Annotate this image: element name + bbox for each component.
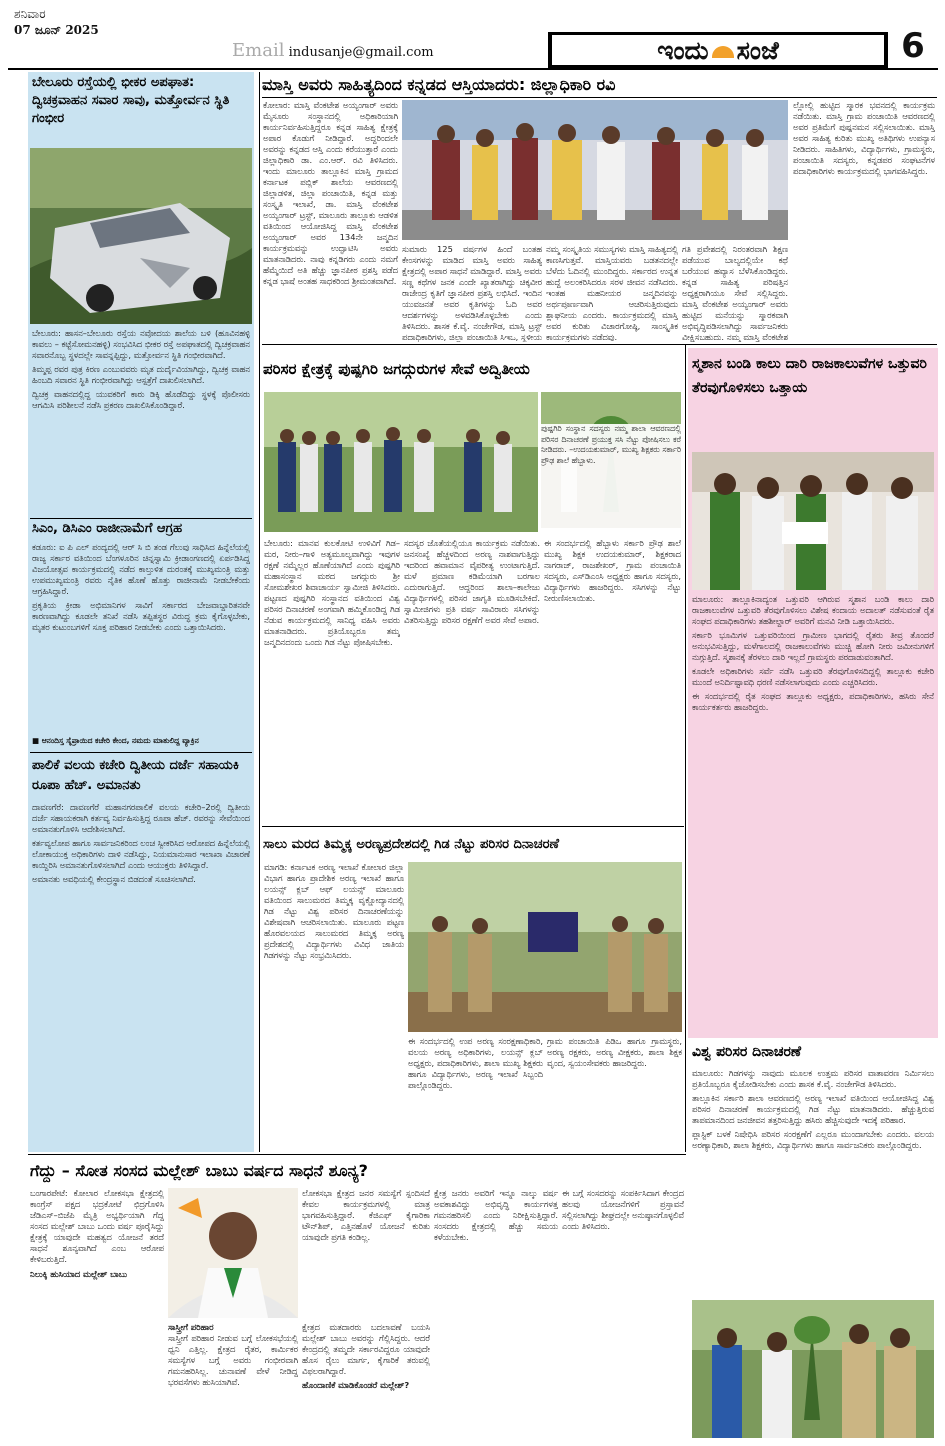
email-label: Email xyxy=(232,40,285,61)
t3-column-3: ಗ್ರಾಮ ಪಂಚಾಯಿತಿ ಪಿಡಿಒ ಹಾಗೂ ಗ್ರಾಮಸ್ಥರು, ಅರಣ್ಯ ರಕ್ಷಕರು, ಅರಣ್ಯ ವೀಕ್ಷಕರು, ಶಾಲಾ ಶಿಕ್ಷಕ ವೃಂದ, ಸ್ವಯಂಸೇವಕರು ಹಾಜರಿದ್ದರು. xyxy=(547,1036,682,1068)
r2-paragraph: ಮಾಲೂರು: ಗಿಡಗಳನ್ನು ನಾವುದು ಮೂಲಕ ಉತ್ತಮ ಪರಿಸರ ವಾತಾವರಣ ನಿರ್ಮಿಸಲು ಪ್ರತಿಯೊಬ್ಬರೂ ಕೈಜೋಡಿಸಬೇಕು ಎಂದು ಶಾಸಕ ಕೆ.ವೈ. ನಂಜೇಗೌಡ ತಿಳಿಸಿದರು. xyxy=(692,1068,934,1089)
t3-column-1: ಮಾಗಡಿ: ಕರ್ನಾಟಕ ಅರಣ್ಯ ಇಲಾಖೆ ಕೋಲಾರ ಜಿಲ್ಲಾ ವಿಭಾಗ ಹಾಗೂ ಪ್ರಾದೇಶಿಕ ಅರಣ್ಯ ಇಲಾಖೆ ಹಾಗೂ ಲಯನ್ಸ್ ಕ್ಲಬ್ ಆಫ್ ಲಯನ್ಸ್ ಮಾಲೂರು ವತಿಯಿಂದ ಸಾಲುಮರದ ತಿಮ್ಮಕ್ಕ ವೃಕ್ಷೋದ್ಯಾನದಲ್ಲಿ ಗಿಡ ನೆಟ್ಟು ವಿಶ್ವ ಪರಿಸರ ದಿನಾಚರಣೆಯನ್ನು ವಿಶೇಷವಾಗಿ ಆಚರಿಸಲಾಯಿತು. ಮಾಲೂರು ಪಟ್ಟಣ ಹೊರವಲಯದ ಸಾಲುಮರದ ತಿಮ್ಮಕ್ಕ ಅರಣ್ಯ ಪ್ರದೇಶದಲ್ಲಿ ವಿದ್ಯಾರ್ಥಿಗಳು ವಿವಿಧ ಜಾತಿಯ ಗಿಡಗಳನ್ನು ನೆಟ್ಟು ಸಂಭ್ರಮಿಸಿದರು. xyxy=(264,862,404,960)
b-subhead-2: ಹೊಂದಾಣಿಕೆ ಮಾಡಿಕೊಂಡರೆ ಮಲ್ಲೇಶ್? xyxy=(302,1380,410,1390)
r1-paragraph: ಈ ಸಂದರ್ಭದಲ್ಲಿ ರೈತ ಸಂಘದ ತಾಲ್ಲೂಕು ಅಧ್ಯಕ್ಷರು, ಪದಾಧಿಕಾರಿಗಳು, ಹಸಿರು ಸೇನೆ ಕಾರ್ಯಕರ್ತರು ಹಾಜರಿದ್ದರು. xyxy=(692,691,934,712)
t1-column-4-text: ಗತಿ ಪ್ರವೇಶದಲ್ಲಿ ನಿರಂತರವಾಗಿ ಶಿಕ್ಷಣ ಪಡೆಯುವ ಬಾಲ್ಯದಲ್ಲಿಯೇ ಕಥೆ ಬರೆಯುವ ಹವ್ಯಾಸ ಬೆಳೆಸಿಕೊಂಡಿದ್ದರು. ಕನ್ನಡ ಸಾಹಿತ್ಯ ಪರಿಷತ್ತಿನ ಅಧ್ಯಕ್ಷರಾಗಿಯೂ ಸೇವೆ ಸಲ್ಲಿಸಿದ್ದರು. ಮಾಸ್ತಿ ವೆಂಕಟೇಶ ಅಯ್ಯಂಗಾರ್ ಅವರು ಹುಟ್ಟಿದ ಮನೆಯನ್ನು ಸ್ಮಾರಕವಾಗಿ ಅಭಿವೃದ್ಧಿಪಡಿಸಲಾಗಿದ್ದು ಸಾರ್ವಜನಿಕರು ವೀಕ್ಷಿಸಬಹುದು. ನಮ್ಮ ಮಾಸ್ತಿ ವೆಂಕಟೇಶ xyxy=(682,244,788,342)
t1-column-1: ಕೋಲಾರ: ಮಾಸ್ತಿ ವೆಂಕಟೇಶ ಅಯ್ಯಂಗಾರ್ ಅವರು ಮೈಸೂರು ಸಂಸ್ಥಾನದಲ್ಲಿ ಅಧಿಕಾರಿಯಾಗಿ ಕಾರ್ಯನಿರ್ವಹಿಸುತ್ತಿದ್ದರೂ ಕನ್ನಡ ಸಾಹಿತ್ಯ ಕ್ಷೇತ್ರಕ್ಕೆ ಅಪಾರ ಕೊಡುಗೆ ನೀಡಿದ್ದಾರೆ. ಅದ್ದರಿಂದಲೇ ಅವರನ್ನು ಕನ್ನಡದ ಆಸ್ತಿ ಎಂದು ಕರೆಯುತ್ತಾರೆ ಎಂದು ಜಿಲ್ಲಾಧಿಕಾರಿ ಡಾ. ಎಂ.ಆರ್. ರವಿ ತಿಳಿಸಿದರು. ಇಂದು ಮಾಲೂರು ತಾಲ್ಲೂಕಿನ ಮಾಸ್ತಿ ಗ್ರಾಮದ ಕರ್ನಾಟಕ ಪಬ್ಲಿಕ್ ಶಾಲೆಯ ಆವರಣದಲ್ಲಿ ಜಿಲ್ಲಾಡಳಿತ, ಜಿಲ್ಲಾ ಪಂಚಾಯಿತಿ, ಕನ್ನಡ ಮತ್ತು ಸಂಸ್ಕೃತಿ ಇಲಾಖೆ, ಡಾ. ಮಾಸ್ತಿ ವೆಂಕಟೇಶ ಅಯ್ಯಂಗಾರ್ ಟ್ರಸ್ಟ್, ಮಾಲೂರು ತಾಲ್ಲೂಕು ಆಡಳಿತ ವತಿಯಿಂದ ಆಯೋಜಿಸಿದ್ದ ಮಾಸ್ತಿ ವೆಂಕಟೇಶ ಅಯ್ಯಂಗಾರ್ ಅವರ 134ನೇ ಜನ್ಮದಿನ ಕಾರ್ಯಕ್ರಮವನ್ನು ಉದ್ಘಾಟಿಸಿ ಅವರು ಮಾತನಾಡಿದರು. ನಾವು ಕನ್ನಡಿಗರು ಎಂದು ನಮಗೆ ಹೆಮ್ಮೆಯಿದೆ ಅತಿ ಹೆಚ್ಚು ಜ್ಞಾನಪೀಠ ಪ್ರಶಸ್ತಿ ಪಡೆದ ಕನ್ನಡ ಭಾಷೆ ಅಂತಹ ಸಾಧಕರಿಂದ ಶ್ರೀಮಂತವಾಗಿದೆ. xyxy=(263,100,398,286)
b-column-4: ಲೋಕಸಭಾ ಕ್ಷೇತ್ರದ ಜನರ ಸಮಸ್ಯೆಗೆ ಸ್ಪಂದಿಸದೆ ಕೇವಲ ಕಾರ್ಯಕ್ರಮಗಳಲ್ಲಿ ಮಾತ್ರ ಭಾಗವಹಿಸುತ್ತಿದ್ದಾರೆ. ಕೆಜಿಎಫ್ ಕೈಗಾರಿಕಾ ಟೌನ್‌ಶಿಪ್, ಎತ್ತಿನಹೊಳೆ ಯೋಜನೆ ಕುರಿತು ಯಾವುದೇ ಪ್ರಗತಿ ಕಂಡಿಲ್ಲ. xyxy=(302,1188,430,1242)
newspaper-logo xyxy=(548,32,888,68)
b-headline: ಗೆದ್ದು – ಸೋತ ಸಂಸದ ಮಲ್ಲೇಶ್ ಬಾಬು ವರ್ಷದ ಸಾಧನೆ ಶೂನ್ಯ? xyxy=(30,1161,368,1180)
a1-headline: ಬೇಲೂರು ರಸ್ತೆಯಲ್ಲಿ ಭೀಕರ ಅಪಘಾತ: ದ್ವಿಚಕ್ರವಾಹನ ಸವಾರ ಸಾವು, ಮತ್ತೋರ್ವನ ಸ್ಥಿತಿ ಗಂಭೀರ xyxy=(32,75,230,126)
a2-paragraph: ಪ್ರಕೃತಿಯ ಕ್ರೀಡಾ ಅಭಿಮಾನಿಗಳ ಸಾವಿಗೆ ಸರ್ಕಾರದ ಬೇಜವಾಬ್ದಾರಿತನವೇ ಕಾರಣವಾಗಿದ್ದು ಕೂಡಲೇ ತನಿಖೆ ನಡೆಸಿ ತಪ್ಪಿತಸ್ಥರ ವಿರುದ್ಧ ಕ್ರಮ ಕೈಗೊಳ್ಳಬೇಕು, ಮೃತರ ಕುಟುಂಬಗಳಿಗೆ ಸೂಕ್ತ ಪರಿಹಾರ ನೀಡಬೇಕು ಎಂದು ಒತ್ತಾಯಿಸಿದರು. xyxy=(32,600,250,632)
r1-paragraph: ಮಾಲೂರು: ತಾಲ್ಲೂಕಿನಾದ್ಯಂತ ಒತ್ತುವರಿ ಆಗಿರುವ ಸ್ಮಶಾನ ಬಂಡಿ ಕಾಲು ದಾರಿ ರಾಜಕಾಲುವೆಗಳ ಒತ್ತುವರಿ ತೆರವುಗೊಳಿಸಲು ವಿಶೇಷ ಕಂದಾಯ ಅದಾಲತ್ ನಡೆಸುವಂತೆ ರೈತ ಸಂಘದ ಪದಾಧಿಕಾರಿಗಳು ತಹಶೀಲ್ದಾರ್ ಅವರಿಗೆ ಮನವಿ ನೀಡಿ ಒತ್ತಾಯಿಸಿದರು. xyxy=(692,594,934,626)
r2-headline: ವಿಶ್ವ ಪರಿಸರ ದಿನಾಚರಣೆ xyxy=(692,1044,802,1060)
memorandum-photo xyxy=(692,452,934,590)
t1-headline: ಮಾಸ್ತಿ ಅವರು ಸಾಹಿತ್ಯದಿಂದ ಕನ್ನಡದ ಆಸ್ತಿಯಾದರು: ಜಿಲ್ಲಾಧಿಕಾರಿ ರವಿ xyxy=(262,72,937,98)
masthead-date xyxy=(14,6,214,38)
r1-body xyxy=(692,594,934,1034)
divider xyxy=(30,518,252,519)
masthead-rule xyxy=(8,68,938,70)
b-column-3 xyxy=(302,1322,430,1440)
email-address: indusanje@gmail.com xyxy=(288,45,434,60)
divider xyxy=(28,1154,686,1155)
r1-paragraph: ಕೂಡಲೇ ಅಧಿಕಾರಿಗಳು ಸರ್ವೆ ನಡೆಸಿ ಒತ್ತುವರಿ ತೆರವುಗೊಳಿಸದಿದ್ದಲ್ಲಿ ತಾಲ್ಲೂಕು ಕಚೇರಿ ಮುಂದೆ ಅನಿರ್ದಿಷ್ಟಾವಧಿ ಧರಣಿ ನಡೆಸಲಾಗುವುದು ಎಂದು ಎಚ್ಚರಿಸಿದರು. xyxy=(692,666,934,687)
a1-paragraph: ಬೇಲೂರು: ಹಾಸನ–ಬೇಲೂರು ರಸ್ತೆಯ ನವೋದಯ ಶಾಲೆಯ ಬಳಿ (ಹೂವಿನಹಳ್ಳಿ ಕಾವಲು – ಕಟ್ಟೆಸೋಮನಹಳ್ಳಿ) ಸಂಭವಿಸಿದ ಭೀಕರ ರಸ್ತೆ ಅಪಘಾತದಲ್ಲಿ ದ್ವಿಚಕ್ರವಾಹನ ಸವಾರನೊಬ್ಬ ಸ್ಥಳದಲ್ಲೇ ಸಾವನ್ನಪ್ಪಿದ್ದು, ಮತ್ತೋರ್ವನ ಸ್ಥಿತಿ ಗಂಭೀರವಾಗಿದೆ. xyxy=(32,328,250,360)
a3-headline: ಪಾಲಿಕೆ ವಲಯ ಕಚೇರಿ ದ್ವಿತೀಯ ದರ್ಜೆ ಸಹಾಯಕಿ ರೂಪಾ ಹೆಚ್. ಅಮಾನತು xyxy=(32,758,239,793)
tree-planting-photo xyxy=(408,862,682,1032)
masthead-email xyxy=(232,40,434,61)
a2-footer xyxy=(32,735,250,747)
logo-right-text: ಸಂಜೆ xyxy=(736,36,779,65)
divider xyxy=(262,344,937,345)
b-column-1-text: ಬಂಗಾರಪೇಟೆ: ಕೋಲಾರ ಲೋಕಸಭಾ ಕ್ಷೇತ್ರದಲ್ಲಿ ಕಾಂಗ್ರೆಸ್ ಪಕ್ಷದ ಭದ್ರಕೋಟೆ ಛಿದ್ರಗೊಳಿಸಿ ಜೆಡಿಎಸ್–ಬಿಜೆಪಿ ಮೈತ್ರಿ ಅಭ್ಯರ್ಥಿಯಾಗಿ ಗೆದ್ದ ಸಂಸದ ಮಲ್ಲೇಶ್ ಬಾಬು ಒಂದು ವರ್ಷ ಪೂರೈಸಿದ್ದು ಕ್ಷೇತ್ರಕ್ಕೆ ಯಾವುದೇ ಮಹತ್ವದ ಯೋಜನೆ ತರದೆ ಸಾಧನೆ ಶೂನ್ಯವಾಗಿದೆ ಎಂಬ ಆರೋಪ ಕೇಳಿಬರುತ್ತಿದೆ. xyxy=(30,1188,164,1264)
r1-headline: ಸ್ಮಶಾನ ಬಂಡಿ ಕಾಲು ದಾರಿ ರಾಜಕಾಲುವೆಗಳ ಒತ್ತುವರಿ ತೆರವುಗೊಳಿಸಲು ಒತ್ತಾಯ xyxy=(692,356,927,396)
b-column-2-text: ಸಾಸ್ತ್ರೀಗೆ ಪರಿಹಾರ ನೀಡುವ ಬಗ್ಗೆ ಲೋಕಸಭೆಯಲ್ಲಿ ಧ್ವನಿ ಎತ್ತಿಲ್ಲ. ಕ್ಷೇತ್ರದ ರೈತರ, ಕಾರ್ಮಿಕರ ಸಮಸ್ಯೆಗಳ ಬಗ್ಗೆ ಅವರು ಗಂಭೀರವಾಗಿ ಗಮನಹರಿಸಿಲ್ಲ. ಚುನಾವಣೆ ವೇಳೆ ನೀಡಿದ್ದ ಭರವಸೆಗಳು ಹುಸಿಯಾಗಿವೆ. xyxy=(168,1333,298,1387)
square-bullet-icon: ■ xyxy=(32,736,42,745)
t2-column-2: ಸದಸ್ಯರ ಜೊತೆಯಲ್ಲಿಯೂ ಕಾರ್ಯಕ್ರಮ ನಡೆಯಿತು. ಜನಸಂಖ್ಯೆ ಹೆಚ್ಚಳದಿಂದ ಅರಣ್ಯ ನಾಶವಾಗುತ್ತಿದ್ದು ಇದರಿಂದ ಹವಾಮಾನ ವೈಪರೀತ್ಯ ಉಂಟಾಗುತ್ತಿದೆ. ಮಳೆ ಪ್ರಮಾಣ ಕಡಿಮೆಯಾಗಿ ಬರಗಾಲ ಎದುರಾಗುತ್ತಿದೆ. ಆದ್ದರಿಂದ ಶಾಲಾ–ಕಾಲೇಜು ವಿದ್ಯಾರ್ಥಿಗಳಲ್ಲಿ ಪರಿಸರ ಜಾಗೃತಿ ಮೂಡಿಸಬೇಕಿದೆ. ಸ್ವಾಮೀಜಿಗಳು ಪ್ರತಿ ವರ್ಷ ಸಾವಿರಾರು ಸಸಿಗಳನ್ನು ವಿತರಿಸುತ್ತಿದ್ದು ಪರಿಸರ ರಕ್ಷಣೆಗೆ ಅವರ ಸೇವೆ ಅಪಾರ. xyxy=(404,538,540,625)
mp-portrait-photo xyxy=(168,1188,298,1318)
a1-paragraph: ದ್ವಿಚಕ್ರ ವಾಹನದಲ್ಲಿದ್ದ ಯುವಕರಿಗೆ ಕಾರು ಡಿಕ್ಕಿ ಹೊಡೆದಿದ್ದು ಸ್ಥಳಕ್ಕೆ ಪೊಲೀಸರು ಆಗಮಿಸಿ ಪರಿಶೀಲನೆ ನಡೆಸಿ ಪ್ರಕರಣ ದಾಖಲಿಸಿಕೊಂಡಿದ್ದಾರೆ. xyxy=(32,389,250,410)
r2-body xyxy=(692,1068,934,1296)
t1-column-5: ಲ್ಲೋಲ್ಲಿ ಹುಟ್ಟಿದ ಸ್ಮಾರಕ ಭವನದಲ್ಲಿ ಕಾರ್ಯಕ್ರಮ ನಡೆಯಿತು. ಮಾಸ್ತಿ ಗ್ರಾಮ ಪಂಚಾಯಿತಿ ಆವರಣದಲ್ಲಿ ಅವರ ಪ್ರತಿಮೆಗೆ ಪುಷ್ಪನಮನ ಸಲ್ಲಿಸಲಾಯಿತು. ಮಾಸ್ತಿ ಅವರ ಸಾಹಿತ್ಯ ಕುರಿತು ಮುಖ್ಯ ಅತಿಥಿಗಳು ಉಪನ್ಯಾಸ ನೀಡಿದರು. ಸಾಹಿತಿಗಳು, ವಿದ್ಯಾರ್ಥಿಗಳು, ಗ್ರಾಮಸ್ಥರು, ಪಂಚಾಯಿತಿ ಸದಸ್ಯರು, ಕನ್ನಡಪರ ಸಂಘಟನೆಗಳ ಪದಾಧಿಕಾರಿಗಳು ಕಾರ್ಯಕ್ರಮದಲ್ಲಿ ಭಾಗವಹಿಸಿದ್ದರು. xyxy=(793,100,935,176)
a3-paragraph: ದಾವಣಗೆರೆ: ದಾವಣಗೆರೆ ಮಹಾನಗರಪಾಲಿಕೆ ವಲಯ ಕಚೇರಿ–2ರಲ್ಲಿ ದ್ವಿತೀಯ ದರ್ಜೆ ಸಹಾಯಕರಾಗಿ ಕರ್ತವ್ಯ ನಿರ್ವಹಿಸುತ್ತಿದ್ದ ರೂಪಾ ಹೆಚ್. ರವರನ್ನು ಸೇವೆಯಿಂದ ಅಮಾನತುಗೊಳಿಸಿ ಆದೇಶಿಸಲಾಗಿದೆ. xyxy=(32,802,250,834)
b-column-1 xyxy=(30,1188,164,1440)
b-column-6: ಈ ಬಗ್ಗೆ ಸಂಸದರನ್ನು ಸಂಪರ್ಕಿಸಿದಾಗ ಕೇಂದ್ರದ ಹಲವು ಯೋಜನೆಗಳಿಗೆ ಪ್ರಸ್ತಾವನೆ ಸಲ್ಲಿಸಲಾಗಿದ್ದು ಶೀಘ್ರದಲ್ಲೇ ಅನುಷ್ಠಾನಗೊಳ್ಳಲಿವೆ ಎಂದು ತಿಳಿಸಿದರು. xyxy=(562,1188,684,1231)
t2-column-3: ಈ ಸಂದರ್ಭದಲ್ಲಿ ಹೆಬ್ಬಾಳು ಸರ್ಕಾರಿ ಪ್ರೌಢ ಶಾಲೆ ಮುಖ್ಯ ಶಿಕ್ಷಕ ಉದಯಕುಮಾರ್, ಶಿಕ್ಷಕರಾದ ನಾಗರಾಜ್, ರಾಜಶೇಖರ್, ಗ್ರಾಮ ಪಂಚಾಯಿತಿ ಸದಸ್ಯರು, ಎಸ್‌ಡಿಎಂಸಿ ಅಧ್ಯಕ್ಷರು ಹಾಗೂ ಸದಸ್ಯರು, ವಿದ್ಯಾರ್ಥಿಗಳು ಹಾಜರಿದ್ದರು. ಸಸಿಗಳನ್ನು ನೆಟ್ಟು ನೀರುಣಿಸಲಾಯಿತು. xyxy=(544,538,681,603)
b-subhead-1: ನಿಲುಕ್ಕಿ ಹುಸಿಯಾದ ಮಲ್ಲೇಶ್ ಬಾಬು xyxy=(30,1269,127,1279)
t1-column-3: ನಮ್ಮ ಸಂಸ್ಕೃತಿಯ ಸಮುಸ್ಯಗಳು ಮಾಸ್ತಿ ಸಾಹಿತ್ಯದಲ್ಲಿ ಕಾಣಸಿಗುತ್ತವೆ. ಮಾಸ್ತಿಯವರು ಬಡತನದಲ್ಲೇ ಬೆಳೆದು ಓದಿನಲ್ಲಿ ಮುಂದಿದ್ದರು. ಸರ್ಕಾರದ ಉನ್ನತ ಹುದ್ದೆ ಅಲಂಕರಿಸಿದರೂ ಸರಳ ಜೀವನ ನಡೆಸಿದರು. ಇಂತಹ ಮಹನೀಯರ ಜನ್ಮದಿನವನ್ನು ಅರ್ಥಪೂರ್ಣವಾಗಿ ಆಚರಿಸುತ್ತಿರುವುದು ಶ್ಲಾಘನೀಯ ಎಂದರು. ಕಾರ್ಯಕ್ರಮದಲ್ಲಿ ಮಾಸ್ತಿ ಅವರ ಕುರಿತು ವಿಚಾರಗೋಷ್ಠಿ, ಸಾಂಸ್ಕೃತಿಕ ಕಾರ್ಯಕ್ರಮಗಳು ನಡೆದವು. xyxy=(546,244,678,342)
page-number: 6 xyxy=(901,26,925,66)
r2-paragraph: ತಾಲ್ಲೂಕಿನ ಸರ್ಕಾರಿ ಶಾಲಾ ಆವರಣದಲ್ಲಿ ಅರಣ್ಯ ಇಲಾಖೆ ವತಿಯಿಂದ ಆಯೋಜಿಸಿದ್ದ ವಿಶ್ವ ಪರಿಸರ ದಿನಾಚರಣೆ ಕಾರ್ಯಕ್ರಮದಲ್ಲಿ ಗಿಡ ನೆಟ್ಟು ಮಾತನಾಡಿದರು. ಹೆಚ್ಚುತ್ತಿರುವ ತಾಪಮಾನದಿಂದ ಜನಜೀವನ ತತ್ತರಿಸುತ್ತಿದ್ದು ಹಸಿರು ಹೆಚ್ಚಿಸುವುದೇ ಇದಕ್ಕೆ ಪರಿಹಾರ. xyxy=(692,1093,934,1125)
t2-column-1: ಬೇಲೂರು: ಮಾನವ ಕುಲಕೋಟಿ ಉಳಿವಿಗೆ ಗಿಡ–ಮರ, ನೀರು–ಗಾಳಿ ಅತ್ಯಮೂಲ್ಯವಾಗಿದ್ದು ಇವುಗಳ ರಕ್ಷಣೆ ನಮ್ಮೆಲ್ಲರ ಹೊಣೆಯಾಗಿದೆ ಎಂದು ಪುಷ್ಪಗಿರಿ ಮಹಾಸಂಸ್ಥಾನ ಮಠದ ಜಗದ್ಗುರು ಶ್ರೀ ಸೋಮಶೇಖರ ಶಿವಾಚಾರ್ಯ ಸ್ವಾಮೀಜಿ ತಿಳಿಸಿದರು. ಪಟ್ಟಣದ ಪುಷ್ಪಗಿರಿ ಸಂಸ್ಥಾನದ ವತಿಯಿಂದ ವಿಶ್ವ ಪರಿಸರ ದಿನಾಚರಣೆ ಅಂಗವಾಗಿ ಹಮ್ಮಿಕೊಂಡಿದ್ದ ಗಿಡ ನೆಡುವ ಕಾರ್ಯಕ್ರಮದಲ್ಲಿ ಸಾನಿಧ್ಯ ವಹಿಸಿ ಅವರು ಮಾತನಾಡಿದರು. ಪ್ರತಿಯೊಬ್ಬರೂ ತಮ್ಮ ಜನ್ಮದಿನದಂದು ಒಂದು ಗಿಡ ನೆಟ್ಟು ಪೋಷಿಸಬೇಕು. xyxy=(264,538,400,647)
t1-column-4 xyxy=(682,100,788,342)
t3-headline: ಸಾಲು ಮರದ ತಿಮ್ಮಕ್ಕ ಅರಣ್ಯಪ್ರದೇಶದಲ್ಲಿ ಗಿಡ ನೆಟ್ಟು ಪರಿಸರ ದಿನಾಚರಣೆ xyxy=(263,837,559,852)
divider xyxy=(262,826,684,827)
a3-paragraph: ಅಮಾನತು ಅವಧಿಯಲ್ಲಿ ಕೇಂದ್ರಸ್ಥಾನ ಬಿಡದಂತೆ ಸೂಚಿಸಲಾಗಿದೆ. xyxy=(32,874,196,884)
b-photo-caption: ಸಾಸ್ತ್ರೀಗೆ ಪರಿಹಾರ xyxy=(168,1322,214,1332)
masthead-day: ಶನಿವಾರ xyxy=(14,7,46,21)
a2-footer-text: ಆನಂದಿಸ್ತ ಸೈಪ್ರಾಯಿದ ಕಚೇರಿ ಕೇಂದ, ನಮದು ಮಾತುಲಿದ್ದ ವ್ಯಾಕ್ರಿನ xyxy=(41,736,199,745)
t2-caption: ಪುಷ್ಪಗಿರಿ ಸಂಸ್ಥಾನ ಸದಸ್ಯರು ನಮ್ಮ ಶಾಲಾ ಆವರಣದಲ್ಲಿ ಪರಿಸರ ದಿನಾಚರಣೆ ಪ್ರಯುಕ್ತ ಸಸಿ ನೆಟ್ಟು ಪೋಷಿಸಲು ಕರೆ ನೀಡಿದರು. –ಉದಯಕುಮಾರ್, ಮುಖ್ಯ ಶಿಕ್ಷಕರು ಸರ್ಕಾರಿ ಪ್ರೌಢ ಶಾಲೆ ಹೆಬ್ಬಾಳು. xyxy=(541,424,681,542)
a1-paragraph: ತಿಮ್ಮಪ್ಪ ರವರ ಪುತ್ರ ಕಿರಣ ಎಂಬುವವರು ಮೃತ ದುರ್ದೈವಿಯಾಗಿದ್ದು, ದ್ವಿಚಕ್ರ ವಾಹನ ಹಿಂಬದಿ ಸವಾರನ ಸ್ಥಿತಿ ಗಂಭೀರವಾಗಿದ್ದು ಆಸ್ಪತ್ರೆಗೆ ದಾಖಲಿಸಲಾಗಿದೆ. xyxy=(32,364,250,385)
a2-paragraph: ಕಡೂರು: ಐ ಪಿ ಎಲ್ ಪಂದ್ಯದಲ್ಲಿ ಆರ್ ಸಿ ಬಿ ತಂಡ ಗೆಲುವು ಸಾಧಿಸಿದ ಹಿನ್ನೆಲೆಯಲ್ಲಿ ರಾಜ್ಯ ಸರ್ಕಾರ ವತಿಯಿಂದ ಬೆಂಗಳೂರಿನ ಚಿನ್ನಸ್ವಾಮಿ ಕ್ರೀಡಾಂಗಣದಲ್ಲಿ ಏರ್ಪಡಿಸಿದ್ದ ವಿಜಯೋತ್ಸವ ಕಾರ್ಯಕ್ರಮದಲ್ಲಿ ನಡೆದ ಕಾಲ್ತುಳಿತ ದುರಂತಕ್ಕೆ ಮುಖ್ಯಮಂತ್ರಿ ಮತ್ತು ಉಪಮುಖ್ಯಮಂತ್ರಿ ರವರು ನೈತಿಕ ಹೊಣೆ ಹೊತ್ತು ರಾಜೀನಾಮೆ ನೀಡಬೇಕೆಂದು ಆಗ್ರಹಿಸಿದ್ದಾರೆ. xyxy=(32,542,250,596)
pushpagiri-group-photo xyxy=(264,392,538,532)
a2-headline: ಸಿಎಂ, ಡಿಸಿಎಂ ರಾಜೀನಾಮೆಗೆ ಆಗ್ರಹ xyxy=(32,521,183,536)
t3-column-2: ಈ ಸಂದರ್ಭದಲ್ಲಿ ಉಪ ಅರಣ್ಯ ಸಂರಕ್ಷಣಾಧಿಕಾರಿ, ವಲಯ ಅರಣ್ಯ ಅಧಿಕಾರಿಗಳು, ಲಯನ್ಸ್ ಕ್ಲಬ್ ಅಧ್ಯಕ್ಷರು, ಪದಾಧಿಕಾರಿಗಳು, ಶಾಲಾ ಮುಖ್ಯ ಶಿಕ್ಷಕರು ಹಾಗೂ ವಿದ್ಯಾರ್ಥಿಗಳು, ಅರಣ್ಯ ಇಲಾಖೆ ಸಿಬ್ಬಂದಿ ಪಾಲ್ಗೊಂಡಿದ್ದರು. xyxy=(408,1036,543,1090)
t1-column-2: ಸುಮಾರು 125 ವರ್ಷಗಳ ಹಿಂದೆ ಬಂತಹ ಕೇಂಸಗಳನ್ನು ಮಾಡಿದ ಮಾಸ್ತಿ ಅವರು ಸಾಹಿತ್ಯ ಕ್ಷೇತ್ರದಲ್ಲಿ ಅಪಾರ ಸಾಧನೆ ಮಾಡಿದ್ದಾರೆ. ಮಾಸ್ತಿ ಅವರು ಸಣ್ಣ ಕಥೆಗಳ ಜನಕ ಎಂದೇ ಖ್ಯಾತರಾಗಿದ್ದು ಚಿಕ್ಕವೀರ ರಾಜೇಂದ್ರ ಕೃತಿಗೆ ಜ್ಞಾನಪೀಠ ಪ್ರಶಸ್ತಿ ಲಭಿಸಿದೆ. ಇಂದಿನ ಯುವಜನತೆ ಅವರ ಕೃತಿಗಳನ್ನು ಓದಿ ಅವರ ಆದರ್ಶಗಳನ್ನು ಅಳವಡಿಸಿಕೊಳ್ಳಬೇಕು ಎಂದು ತಿಳಿಸಿದರು. ಶಾಸಕ ಕೆ.ವೈ. ನಂಜೇಗೌಡ, ಮಾಸ್ತಿ ಟ್ರಸ್ಟ್ ಪದಾಧಿಕಾರಿಗಳು, ಜಿಲ್ಲಾ ಪಂಚಾಯಿತಿ ಸಿಇಒ, ಸ್ಥಳೀಯ xyxy=(402,244,542,342)
environment-day-photo xyxy=(692,1300,934,1438)
a3-paragraph: ಕರ್ತವ್ಯಲೋಪ ಹಾಗೂ ಸಾರ್ವಜನಿಕರಿಂದ ಲಂಚ ಸ್ವೀಕರಿಸಿದ ಆರೋಪದ ಹಿನ್ನೆಲೆಯಲ್ಲಿ ಲೋಕಾಯುಕ್ತ ಅಧಿಕಾರಿಗಳು ದಾಳಿ ನಡೆಸಿದ್ದು, ನಿಯಮಾನುಸಾರ ಇಲಾಖಾ ವಿಚಾರಣೆ ಕಾಯ್ದಿರಿಸಿ ಅಮಾನತುಗೊಳಿಸಲಾಗಿದೆ ಎಂದು ಆಯುಕ್ತರು ತಿಳಿಸಿದ್ದಾರೆ. xyxy=(32,838,250,870)
r1-paragraph: ಸರ್ಕಾರಿ ಭೂಮಿಗಳ ಒತ್ತುವರಿಯಿಂದ ಗ್ರಾಮೀಣ ಭಾಗದಲ್ಲಿ ರೈತರು ತೀವ್ರ ತೊಂದರೆ ಅನುಭವಿಸುತ್ತಿದ್ದು, ಮಳೆಗಾಲದಲ್ಲಿ ರಾಜಕಾಲುವೆಗಳು ಮುಚ್ಚಿ ಹೋಗಿ ನೀರು ಜಮೀನುಗಳಿಗೆ ನುಗ್ಗುತ್ತಿದೆ. ಸ್ಮಶಾನಕ್ಕೆ ತೆರಳಲು ದಾರಿ ಇಲ್ಲದೆ ಗ್ರಾಮಸ್ಥರು ಪರದಾಡುವಂತಾಗಿದೆ. xyxy=(692,630,934,662)
masthead-date-text: 07 ಜೂನ್ 2025 xyxy=(14,23,99,37)
t2-headline: ಪರಿಸರ ಕ್ಷೇತ್ರಕ್ಕೆ ಪುಷ್ಪಗಿರಿ ಜಗದ್ಗುರುಗಳ ಸೇವೆ ಅದ್ವಿತೀಯ xyxy=(263,360,530,378)
column-divider xyxy=(685,345,686,1152)
b-column-5: ಕ್ಷೇತ್ರ ಜನರು ಅವರಿಗೆ ಇನ್ನೂ ನಾಲ್ಕು ವರ್ಷ ಅವಕಾಶವಿದ್ದು ಅಭಿವೃದ್ಧಿ ಕಾರ್ಯಗಳತ್ತ ಗಮನಹರಿಸಲಿ ಎಂದು ನಿರೀಕ್ಷಿಸುತ್ತಿದ್ದಾರೆ. ಸಂಸದರು ಕ್ಷೇತ್ರದಲ್ಲಿ ಹೆಚ್ಚು ಸಮಯ ಕಳೆಯಬೇಕು. xyxy=(434,1188,558,1242)
accident-photo xyxy=(30,148,252,324)
a1-body xyxy=(32,328,250,516)
divider xyxy=(30,752,252,753)
column-divider xyxy=(259,72,260,1152)
a3-body xyxy=(32,802,250,1146)
logo-left-text: ಇಂದು xyxy=(657,36,709,65)
b-column-2 xyxy=(168,1322,298,1440)
b-column-3-text: ಕ್ಷೇತ್ರದ ಮತದಾರರು ಬದಲಾವಣೆ ಬಯಸಿ ಮಲ್ಲೇಶ್ ಬಾಬು ಅವರನ್ನು ಗೆಲ್ಲಿಸಿದ್ದರು. ಆದರೆ ಕೇಂದ್ರದಲ್ಲಿ ತಮ್ಮದೇ ಸರ್ಕಾರವಿದ್ದರೂ ಯಾವುದೇ ಹೊಸ ರೈಲು ಮಾರ್ಗ, ಕೈಗಾರಿಕೆ ತರುವಲ್ಲಿ ವಿಫಲರಾಗಿದ್ದಾರೆ. xyxy=(302,1322,430,1376)
sun-icon xyxy=(712,46,734,58)
r2-paragraph: ಪ್ಲಾಸ್ಟಿಕ್ ಬಳಕೆ ನಿಷೇಧಿಸಿ ಪರಿಸರ ಸಂರಕ್ಷಣೆಗೆ ಎಲ್ಲರೂ ಮುಂದಾಗಬೇಕು ಎಂದರು. ವಲಯ ಅರಣ್ಯಾಧಿಕಾರಿ, ಶಾಲಾ ಶಿಕ್ಷಕರು, ವಿದ್ಯಾರ್ಥಿಗಳು ಹಾಗೂ ಸಾರ್ವಜನಿಕರು ಪಾಲ್ಗೊಂಡಿದ್ದರು. xyxy=(692,1129,934,1150)
a2-body xyxy=(32,542,250,734)
